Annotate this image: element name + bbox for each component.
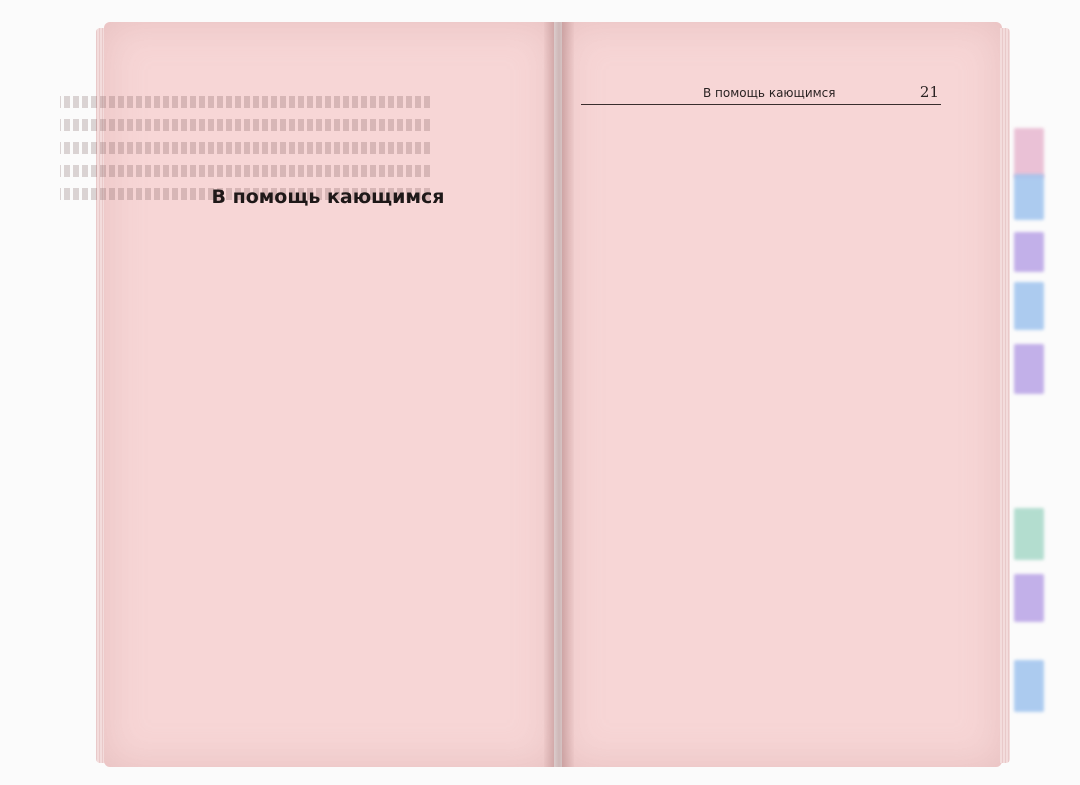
right-page-edges bbox=[1000, 28, 1010, 763]
right-page bbox=[562, 22, 1002, 767]
page-tab-marker bbox=[1014, 128, 1044, 178]
running-title: В помощь кающимся bbox=[703, 86, 836, 100]
page-tab-marker bbox=[1014, 508, 1044, 560]
page-number: 21 bbox=[919, 83, 939, 101]
bleed-through-header bbox=[60, 52, 420, 72]
book-gutter bbox=[544, 22, 574, 767]
page-tab-marker bbox=[1014, 344, 1044, 394]
chapter-title: В помощь кающимся bbox=[211, 186, 445, 208]
page-tab-marker bbox=[1014, 174, 1044, 220]
page-tab-marker bbox=[1014, 660, 1044, 712]
page-tab-marker bbox=[1014, 232, 1044, 272]
page-tab-marker bbox=[1014, 574, 1044, 622]
running-header bbox=[581, 83, 941, 105]
page-tab-marker bbox=[1014, 282, 1044, 330]
